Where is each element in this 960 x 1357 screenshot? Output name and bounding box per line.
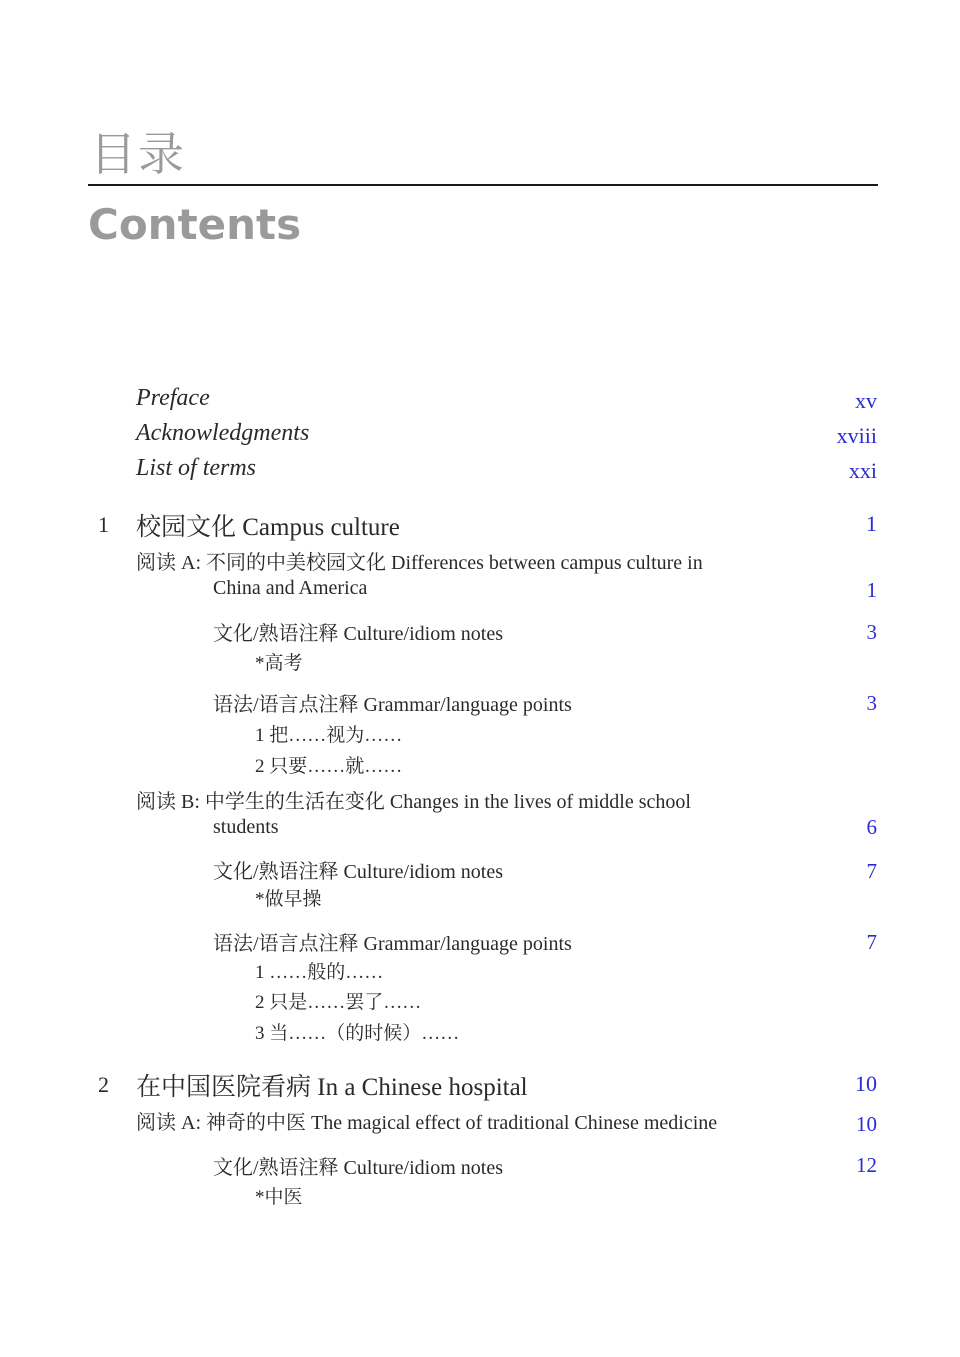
grammar-point-item: 1 ……般的……: [255, 962, 384, 983]
toc-page-preface[interactable]: xv: [855, 388, 877, 413]
toc-page-list-of-terms[interactable]: xxi: [848, 458, 877, 483]
reading-entry[interactable]: [136, 790, 691, 840]
reading-entry[interactable]: [136, 1111, 717, 1136]
chapter-title[interactable]: 在中国医院看病 In a Chinese hospital: [136, 1074, 528, 1101]
culture-notes-entry[interactable]: 文化/熟语注释 Culture/idiom notes: [213, 861, 503, 883]
reading-entry[interactable]: [136, 551, 703, 601]
reading-title-line2: China and America: [213, 577, 368, 599]
grammar-points-page[interactable]: 3: [866, 691, 877, 715]
toc-page-acknowledgments[interactable]: xviii: [836, 423, 877, 448]
culture-note-item: *做早操: [255, 889, 322, 910]
chapter-number: 2: [98, 1072, 109, 1097]
chapter-page[interactable]: 1: [866, 511, 877, 536]
title-divider: [88, 184, 878, 186]
toc-entry-acknowledgments[interactable]: Acknowledgments: [136, 420, 310, 446]
reading-title-line1: 阅读 A: 神奇的中医 The magical effect of traditional Chinese medicine: [136, 1112, 718, 1134]
page-title-english: Contents: [88, 200, 302, 249]
grammar-points-page[interactable]: 7: [866, 930, 877, 954]
culture-notes-page[interactable]: 7: [866, 859, 877, 883]
chapter-title[interactable]: 校园文化 Campus culture: [136, 514, 400, 541]
grammar-point-item: 3 当……（的时候）……: [255, 1023, 460, 1044]
page-title-chinese: 目录: [90, 127, 186, 181]
reading-title-line2: students: [213, 816, 279, 838]
culture-note-item: *高考: [255, 653, 303, 674]
culture-notes-page[interactable]: 12: [856, 1153, 877, 1177]
chapter-number: 1: [98, 512, 109, 537]
reading-title-line1: 阅读 A: 不同的中美校园文化 Differences between campus culture in: [136, 552, 703, 574]
grammar-point-item: 2 只是……罢了……: [255, 992, 422, 1013]
toc-entry-list-of-terms[interactable]: List of terms: [136, 455, 257, 481]
grammar-points-entry[interactable]: 语法/语言点注释 Grammar/language points: [213, 694, 572, 716]
culture-notes-page[interactable]: 3: [866, 620, 877, 644]
grammar-point-item: 1 把……视为……: [255, 725, 403, 746]
culture-notes-entry[interactable]: 文化/熟语注释 Culture/idiom notes: [213, 1157, 503, 1179]
grammar-point-item: 2 只要……就……: [255, 756, 403, 777]
reading-page[interactable]: 6: [866, 815, 877, 839]
reading-page[interactable]: 10: [856, 1112, 877, 1136]
reading-page[interactable]: 1: [866, 578, 877, 602]
reading-title-line1: 阅读 B: 中学生的生活在变化 Changes in the lives of middle school: [136, 791, 691, 813]
culture-note-item: *中医: [255, 1187, 303, 1208]
grammar-points-entry[interactable]: 语法/语言点注释 Grammar/language points: [213, 933, 572, 955]
toc-entry-preface[interactable]: Preface: [136, 385, 210, 411]
chapter-page[interactable]: 10: [855, 1071, 877, 1096]
culture-notes-entry[interactable]: 文化/熟语注释 Culture/idiom notes: [213, 623, 503, 645]
